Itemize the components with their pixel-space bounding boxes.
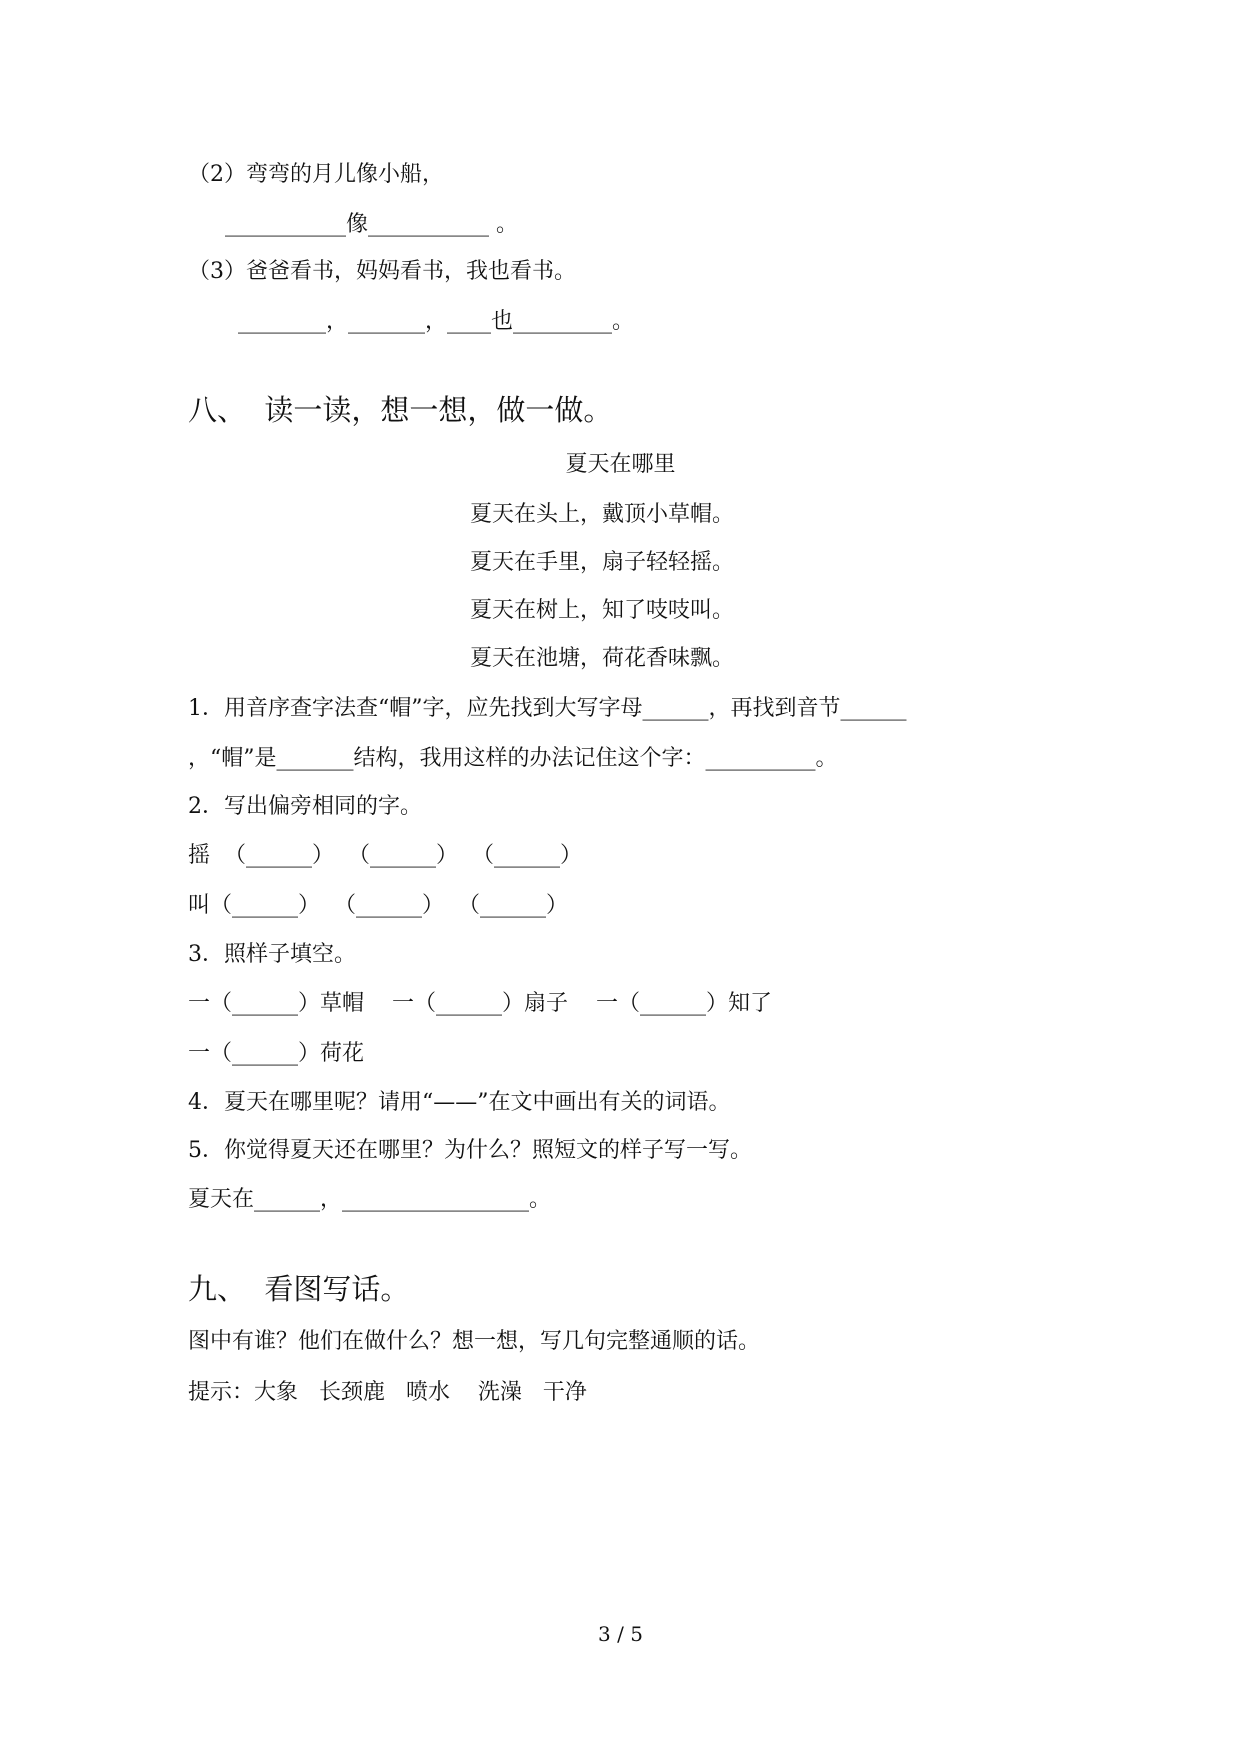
page-number: 3 / 5	[598, 1622, 643, 1646]
question-5-fill-blank: 夏天在______，_________________。	[188, 1187, 552, 1212]
question-2-row-1: 摇 （______） （______） （______）	[188, 843, 582, 868]
poem-line-3: 夏天在树上，知了吱吱叫。	[470, 598, 735, 623]
question-3-row-1: 一（______）草帽 一（______）扇子 一（______）知了	[188, 991, 772, 1016]
question-3: 3．照样子填空。	[188, 942, 356, 967]
question-2-row-2: 叫（______） （______） （______）	[188, 893, 568, 918]
item2-prompt: （2）弯弯的月儿像小船，	[188, 162, 444, 187]
poem-title: 夏天在哪里	[565, 452, 676, 477]
question-4: 4．夏天在哪里呢？请用“——”在文中画出有关的词语。	[188, 1090, 731, 1115]
poem-line-1: 夏天在头上，戴顶小草帽。	[470, 502, 735, 527]
question-5: 5．你觉得夏天还在哪里？为什么？照短文的样子写一写。	[188, 1138, 752, 1163]
question-1-line-2: ，“帽”是_______结构，我用这样的办法记住这个字：__________。	[188, 746, 838, 771]
question-1-line-1: 1．用音序查字法查“帽”字，应先找到大写字母______，再找到音节______	[188, 696, 907, 721]
item3-prompt: （3）爸爸看书，妈妈看书，我也看书。	[188, 259, 576, 284]
section8-heading: 八、 读一读，想一想，做一做。	[188, 393, 613, 427]
section9-hint: 提示：大象 长颈鹿 喷水 洗澡 干净	[188, 1380, 587, 1405]
item2-fill-blank: ___________像___________ 。	[225, 212, 518, 237]
section9-heading: 九、 看图写话。	[188, 1272, 410, 1306]
question-2: 2．写出偏旁相同的字。	[188, 794, 422, 819]
poem-line-2: 夏天在手里，扇子轻轻摇。	[470, 550, 735, 575]
question-3-row-2: 一（______）荷花	[188, 1041, 365, 1066]
item3-fill-blank: ________，_______，____也_________。	[238, 309, 635, 334]
section9-prompt: 图中有谁？他们在做什么？想一想，写几句完整通顺的话。	[188, 1329, 761, 1354]
poem-line-4: 夏天在池塘，荷花香味飘。	[470, 646, 735, 671]
